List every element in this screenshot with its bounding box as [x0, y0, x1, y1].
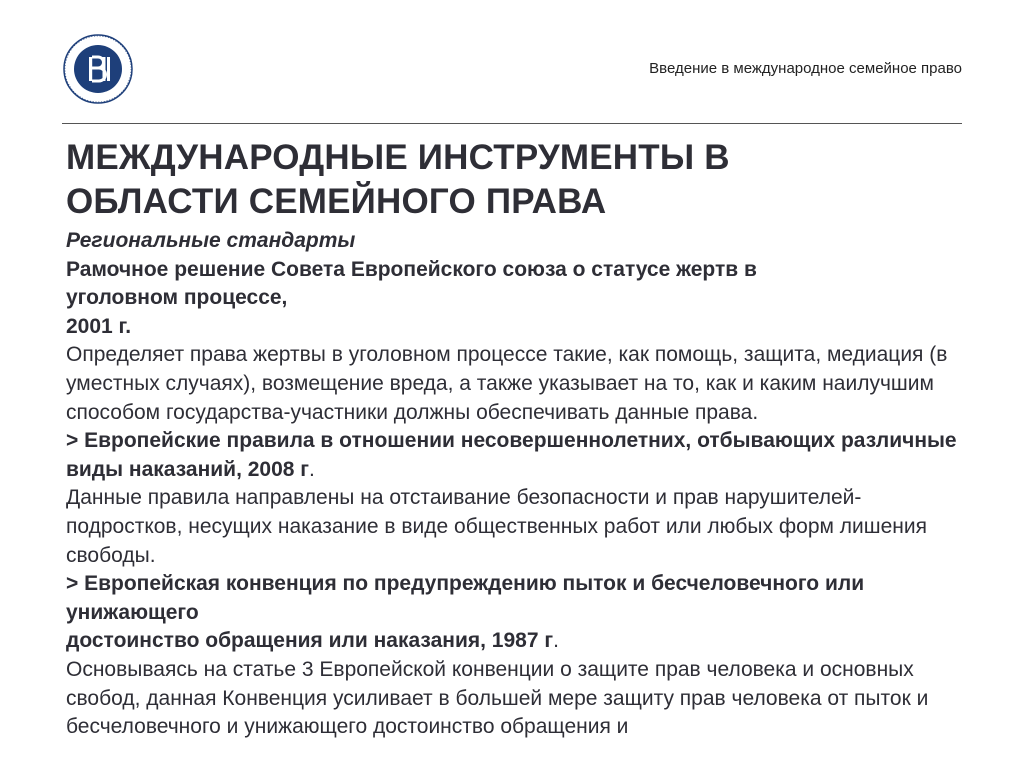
course-title: Введение в международное семейное право: [649, 60, 962, 77]
item-1-text: Определяет права жертвы в уголовном процессе такие, как помощь, защита, медиация (в уместных случаях), возмещение вреда, а также указывает на то, как и каким наилучшим способом государства-участники должны обеспечивать данные права.: [66, 343, 948, 424]
slide-body: [66, 227, 966, 742]
item-2-heading-suffix: .: [309, 457, 315, 481]
slide-title: [66, 136, 966, 224]
item-1-heading-line-1: Рамочное решение Совета Европейского союза о статусе жертв в: [66, 257, 757, 281]
item-3-heading-suffix: .: [553, 629, 559, 653]
slide-title-line-2: ОБЛАСТИ СЕМЕЙНОГО ПРАВА: [66, 182, 607, 221]
item-2-heading: [66, 427, 966, 484]
slide-title-line-1: МЕЖДУНАРОДНЫЕ ИНСТРУМЕНТЫ В: [66, 138, 730, 177]
header-divider: [62, 123, 962, 124]
item-2-heading-text: > Европейские правила в отношении несовершеннолетних, отбывающих различные виды наказаний, 2008 г: [66, 429, 957, 481]
section-subtitle: Региональные стандарты: [66, 229, 356, 252]
item-3-heading-line-2: [66, 627, 966, 656]
item-3-heading-line-1: > Европейская конвенция по предупреждению пыток и бесчеловечного или унижающего: [66, 572, 865, 624]
item-3-heading-text: достоинство обращения или наказания, 1987 г: [66, 629, 554, 653]
item-2-text: Данные правила направлены на отстаивание безопасности и прав нарушителей-подростков, несущих наказание в виде общественных работ или любых форм лишения свободы.: [66, 486, 927, 567]
university-logo-icon: [62, 33, 134, 105]
item-1-heading-line-2: уголовном процессе,: [66, 286, 288, 310]
item-1-heading-line-3: 2001 г.: [66, 314, 132, 338]
item-3-text: Основываясь на статье 3 Европейской конвенции о защите прав человека и основных свобод, данная Конвенция усиливает в большей мере защиту прав человека от пыток и бесчеловечного и унижающего достоинство обращения и: [66, 657, 929, 739]
